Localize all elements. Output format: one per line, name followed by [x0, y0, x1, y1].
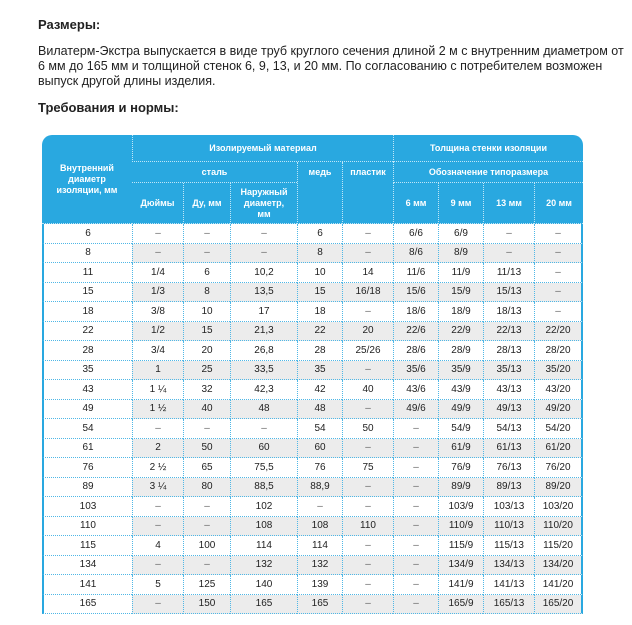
table-cell: – [230, 244, 297, 264]
table-cell: 110/9 [438, 517, 483, 537]
table-cell: 76/9 [438, 458, 483, 478]
table-cell: 32 [183, 380, 230, 400]
header-9mm: 9 мм [438, 183, 483, 224]
table-row [42, 478, 583, 498]
table-cell: 2 ½ [132, 458, 183, 478]
table-cell: – [132, 595, 183, 615]
table-cell: 54/13 [483, 419, 534, 439]
table-cell: 115 [42, 536, 132, 556]
table-cell: 8 [42, 244, 132, 264]
table-cell: – [183, 419, 230, 439]
table-cell: – [393, 556, 438, 576]
table-cell: 141/20 [534, 575, 583, 595]
table-cell: 150 [183, 595, 230, 615]
table-cell: – [534, 283, 583, 303]
header-6mm: 6 мм [393, 183, 438, 224]
table-cell: 3/8 [132, 302, 183, 322]
table-cell: 141/13 [483, 575, 534, 595]
table-cell: – [393, 536, 438, 556]
table-cell: – [342, 400, 393, 420]
table-cell: 28 [42, 341, 132, 361]
norms-heading: Требования и нормы: [38, 100, 179, 115]
table-cell: 89/13 [483, 478, 534, 498]
table-cell: 17 [230, 302, 297, 322]
table-row [42, 283, 583, 303]
table-cell: 40 [342, 380, 393, 400]
table-cell: 114 [297, 536, 342, 556]
table-cell: 134 [42, 556, 132, 576]
table-cell: 43/9 [438, 380, 483, 400]
table-cell: 60 [230, 439, 297, 459]
table-cell: 134/20 [534, 556, 583, 576]
table-cell: 88,5 [230, 478, 297, 498]
table-cell: 165/13 [483, 595, 534, 615]
table-cell: 22/6 [393, 322, 438, 342]
table-cell: 10 [297, 263, 342, 283]
table-cell: 11/9 [438, 263, 483, 283]
table-cell: 49 [42, 400, 132, 420]
table-row [42, 556, 583, 576]
table-cell: – [393, 439, 438, 459]
table-cell: 28/6 [393, 341, 438, 361]
table-cell: 18/9 [438, 302, 483, 322]
table-cell: – [230, 419, 297, 439]
table-row [42, 536, 583, 556]
header-size-designation: Обозначение типоразмера [393, 162, 583, 183]
table-cell: – [183, 244, 230, 264]
table-row [42, 517, 583, 537]
table-cell: 22/20 [534, 322, 583, 342]
table-cell: 49/20 [534, 400, 583, 420]
table-cell: 15 [297, 283, 342, 303]
table-cell: 8 [297, 244, 342, 264]
table-cell: 50 [342, 419, 393, 439]
table-cell: 4 [132, 536, 183, 556]
table-cell: 11/13 [483, 263, 534, 283]
table-cell: 115/20 [534, 536, 583, 556]
table-cell: 16/18 [342, 283, 393, 303]
table-cell: 43/6 [393, 380, 438, 400]
table-cell: 165 [297, 595, 342, 615]
table-cell: 76/13 [483, 458, 534, 478]
table-cell: – [534, 302, 583, 322]
table-row [42, 302, 583, 322]
table-cell: 8/9 [438, 244, 483, 264]
table-cell: 75,5 [230, 458, 297, 478]
table-cell: 10 [183, 302, 230, 322]
header-thickness: Толщина стенки изоляции [393, 135, 583, 162]
table-cell: 21,3 [230, 322, 297, 342]
table-cell: – [342, 575, 393, 595]
table-row [42, 400, 583, 420]
table-cell: 35 [297, 361, 342, 381]
table-cell: 134/13 [483, 556, 534, 576]
table-cell: – [393, 478, 438, 498]
table-cell: 89/9 [438, 478, 483, 498]
table-cell: 141 [42, 575, 132, 595]
table-cell: 13,5 [230, 283, 297, 303]
table-cell: 1 ½ [132, 400, 183, 420]
table-cell: 165/20 [534, 595, 583, 615]
table-cell: 165 [230, 595, 297, 615]
table-cell: 61/9 [438, 439, 483, 459]
table-cell: 110 [42, 517, 132, 537]
header-steel: сталь [132, 162, 297, 183]
table-cell: 76/20 [534, 458, 583, 478]
table-cell: – [132, 419, 183, 439]
table-cell: 61/20 [534, 439, 583, 459]
table-cell: 89/20 [534, 478, 583, 498]
table-cell: 15/13 [483, 283, 534, 303]
table-cell: 65 [183, 458, 230, 478]
table-cell: 54 [297, 419, 342, 439]
table-cell: 3/4 [132, 341, 183, 361]
table-cell: 48 [297, 400, 342, 420]
table-cell: 76 [297, 458, 342, 478]
table-cell: – [393, 575, 438, 595]
table-cell: – [342, 302, 393, 322]
table-cell: 22 [297, 322, 342, 342]
table-cell: 50 [183, 439, 230, 459]
table-cell: – [342, 478, 393, 498]
table-cell: 10,2 [230, 263, 297, 283]
table-cell: 35/6 [393, 361, 438, 381]
sizes-heading: Размеры: [38, 17, 101, 32]
table-cell: 28/9 [438, 341, 483, 361]
table-row [42, 419, 583, 439]
table-row [42, 263, 583, 283]
sizes-text: Вилатерм-Экстра выпускается в виде труб круглого сечения длиной 2 м с внутренним диаметром от 6 мм до 165 мм и толщиной стенок 6, 9, 13, и 20 мм. По согласованию с потребителем возможен выпуск другой длины изделия. [38, 44, 624, 88]
table-cell: 1/3 [132, 283, 183, 303]
sizes-table [42, 135, 583, 614]
table-cell: 35/20 [534, 361, 583, 381]
table-cell: – [132, 556, 183, 576]
table-cell: – [132, 497, 183, 517]
table-cell: 132 [230, 556, 297, 576]
table-cell: – [297, 497, 342, 517]
table-cell: – [483, 244, 534, 264]
table-cell: 6 [183, 263, 230, 283]
table-cell: – [393, 458, 438, 478]
table-cell: 35/13 [483, 361, 534, 381]
table-cell: 42,3 [230, 380, 297, 400]
table-cell: 11 [42, 263, 132, 283]
table-row [42, 380, 583, 400]
table-cell: 80 [183, 478, 230, 498]
table-cell: 100 [183, 536, 230, 556]
header-inches: Дюймы [132, 183, 183, 224]
table-cell: 49/9 [438, 400, 483, 420]
header-du: Ду, мм [183, 183, 230, 224]
table-cell: 54/20 [534, 419, 583, 439]
table-cell: – [393, 419, 438, 439]
table-cell: 76 [42, 458, 132, 478]
table-cell: 15/9 [438, 283, 483, 303]
table-cell: 114 [230, 536, 297, 556]
table-cell: 20 [342, 322, 393, 342]
table-cell: 8/6 [393, 244, 438, 264]
table-row [42, 244, 583, 264]
table-cell: 110 [342, 517, 393, 537]
table-cell: – [183, 556, 230, 576]
table-cell: – [342, 224, 393, 244]
table-cell: – [132, 224, 183, 244]
table-cell: 22/9 [438, 322, 483, 342]
table-row [42, 341, 583, 361]
table-cell: – [534, 263, 583, 283]
table-cell: 5 [132, 575, 183, 595]
table-cell: 18 [297, 302, 342, 322]
table-cell: 103/20 [534, 497, 583, 517]
table-cell: 25/26 [342, 341, 393, 361]
table-cell: 18/13 [483, 302, 534, 322]
table-cell: 22/13 [483, 322, 534, 342]
table-cell: 60 [297, 439, 342, 459]
table-cell: 18 [42, 302, 132, 322]
table-cell: 28/13 [483, 341, 534, 361]
table-cell: 22 [42, 322, 132, 342]
table-cell: – [230, 224, 297, 244]
table-cell: 61/13 [483, 439, 534, 459]
table-cell: 140 [230, 575, 297, 595]
table-cell: 89 [42, 478, 132, 498]
table-cell: 115/9 [438, 536, 483, 556]
table-cell: 88,9 [297, 478, 342, 498]
table-cell: 35/9 [438, 361, 483, 381]
table-cell: – [534, 224, 583, 244]
table-cell: – [183, 497, 230, 517]
table-row [42, 322, 583, 342]
table-cell: 49/6 [393, 400, 438, 420]
table-cell: 15 [183, 322, 230, 342]
table-cell: – [183, 517, 230, 537]
table-cell: 43/13 [483, 380, 534, 400]
table-cell: 61 [42, 439, 132, 459]
table-cell: – [183, 224, 230, 244]
table-row [42, 361, 583, 381]
table-cell: 103/9 [438, 497, 483, 517]
table-row [42, 595, 583, 615]
table-cell: – [342, 595, 393, 615]
table-row [42, 224, 583, 244]
table-cell: 28 [297, 341, 342, 361]
header-material: Изолируемый материал [132, 135, 393, 162]
table-cell: – [393, 595, 438, 615]
table-cell: 28/20 [534, 341, 583, 361]
table-cell: – [342, 556, 393, 576]
table-cell: 18/6 [393, 302, 438, 322]
table-cell: 35 [42, 361, 132, 381]
table-row [42, 575, 583, 595]
table-cell: 132 [297, 556, 342, 576]
table-cell: 25 [183, 361, 230, 381]
table-row [42, 497, 583, 517]
table-cell: 11/6 [393, 263, 438, 283]
table-cell: 1/4 [132, 263, 183, 283]
table-cell: 110/20 [534, 517, 583, 537]
table-cell: 102 [230, 497, 297, 517]
table-cell: – [483, 224, 534, 244]
table-cell: 1 [132, 361, 183, 381]
table-cell: – [342, 244, 393, 264]
table-cell: 110/13 [483, 517, 534, 537]
table-cell: – [342, 439, 393, 459]
table-cell: – [393, 517, 438, 537]
table-cell: – [393, 497, 438, 517]
table-cell: 26,8 [230, 341, 297, 361]
table-cell: 2 [132, 439, 183, 459]
table-cell: 115/13 [483, 536, 534, 556]
header-20mm: 20 мм [534, 183, 583, 224]
table-cell: 103 [42, 497, 132, 517]
table-cell: 75 [342, 458, 393, 478]
table-cell: 8 [183, 283, 230, 303]
table-cell: 6/6 [393, 224, 438, 244]
header-13mm: 13 мм [483, 183, 534, 224]
table-cell: 6/9 [438, 224, 483, 244]
header-copper: медь [297, 162, 342, 224]
table-cell: 108 [297, 517, 342, 537]
table-cell: 139 [297, 575, 342, 595]
table-cell: 134/9 [438, 556, 483, 576]
table-cell: 6 [42, 224, 132, 244]
table-cell: 165/9 [438, 595, 483, 615]
table-cell: 14 [342, 263, 393, 283]
table-cell: 103/13 [483, 497, 534, 517]
table-cell: 43 [42, 380, 132, 400]
table-cell: 108 [230, 517, 297, 537]
table-cell: 125 [183, 575, 230, 595]
table-cell: 42 [297, 380, 342, 400]
table-row [42, 458, 583, 478]
table-cell: – [132, 517, 183, 537]
table-cell: 165 [42, 595, 132, 615]
header-outer-diameter: Наружный диаметр, мм [230, 183, 297, 224]
table-cell: 6 [297, 224, 342, 244]
table-cell: 1/2 [132, 322, 183, 342]
table-cell: 54/9 [438, 419, 483, 439]
table-cell: 49/13 [483, 400, 534, 420]
table-cell: 40 [183, 400, 230, 420]
header-inner-diameter: Внутренний диаметр изоляции, мм [42, 135, 132, 224]
table-cell: 33,5 [230, 361, 297, 381]
table-cell: – [132, 244, 183, 264]
table-cell: – [342, 497, 393, 517]
table-cell: 3 ¼ [132, 478, 183, 498]
table-cell: 43/20 [534, 380, 583, 400]
table-cell: 20 [183, 341, 230, 361]
table-cell: – [342, 361, 393, 381]
table-cell: 1 ¼ [132, 380, 183, 400]
table-cell: 141/9 [438, 575, 483, 595]
table-cell: 54 [42, 419, 132, 439]
table-cell: – [534, 244, 583, 264]
table-row [42, 439, 583, 459]
table-cell: – [342, 536, 393, 556]
header-plastic: пластик [342, 162, 393, 224]
table-cell: 15/6 [393, 283, 438, 303]
table-cell: 48 [230, 400, 297, 420]
table-cell: 15 [42, 283, 132, 303]
